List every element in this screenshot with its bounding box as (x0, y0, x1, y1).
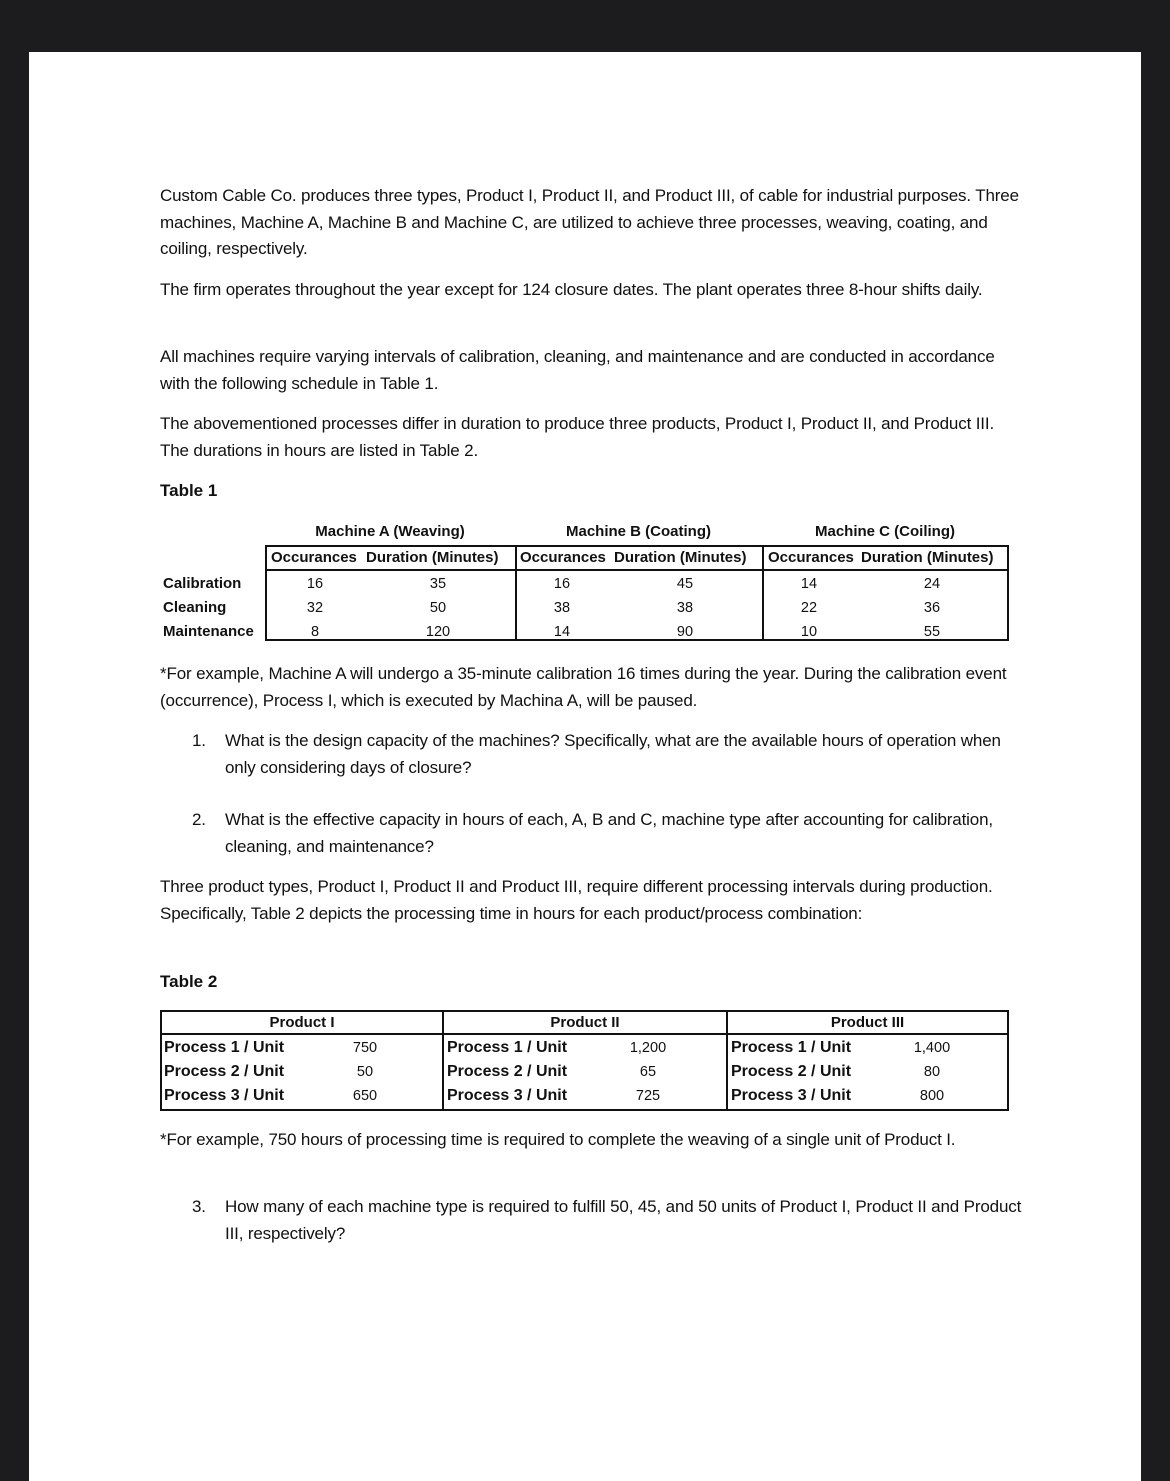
cell: 14 (800, 576, 818, 592)
col-occurances-b: Occurances (520, 549, 606, 566)
product-3-header: Product III (830, 1014, 905, 1031)
process-label: Process 1 / Unit (731, 1039, 852, 1056)
row-label-calibration: Calibration (163, 575, 242, 592)
row-label-maintenance: Maintenance (163, 623, 254, 640)
cell: 120 (425, 624, 451, 640)
cell: 8 (310, 624, 320, 640)
cell: 90 (676, 624, 694, 640)
process-label: Process 3 / Unit (164, 1087, 285, 1104)
col-duration-b: Duration (Minutes) (614, 549, 747, 566)
question-2 (192, 807, 1022, 860)
cell: 14 (553, 624, 571, 640)
cell: 38 (676, 600, 694, 616)
maintenance-paragraph: All machines require varying intervals of calibration, cleaning, and maintenance and are conducted in accordance with the following schedule in Table 1. (160, 347, 995, 393)
cell: 10 (800, 624, 818, 640)
question-number: 3. (192, 1197, 206, 1216)
process-value: 750 (352, 1040, 378, 1056)
process-label: Process 3 / Unit (447, 1087, 568, 1104)
cell: 35 (429, 576, 447, 592)
intro-paragraph: Custom Cable Co. produces three types, Product I, Product II, and Product III, of cable for industrial purposes. Three machines, Machine A, Machine B and Machine C, are utilized to achieve three processes, weaving, coating, and coiling, respectively. (160, 186, 1019, 258)
process-label: Process 2 / Unit (447, 1063, 568, 1080)
cell: 55 (923, 624, 941, 640)
process-value: 1,200 (629, 1040, 667, 1056)
table1-header-divider (265, 569, 1009, 571)
cell: 50 (429, 600, 447, 616)
cell: 16 (553, 576, 571, 592)
question-number: 2. (192, 810, 206, 829)
cell: 16 (306, 576, 324, 592)
table2-title: Table 2 (160, 972, 218, 991)
process-label: Process 2 / Unit (164, 1063, 285, 1080)
process-value: 650 (352, 1088, 378, 1104)
process-label: Process 3 / Unit (731, 1087, 852, 1104)
cell: 38 (553, 600, 571, 616)
question-3 (192, 1194, 1022, 1247)
question-text: How many of each machine type is required to fulfill 50, 45, and 50 units of Product I, Product II and Product III, respectively? (225, 1197, 1022, 1243)
process-label: Process 1 / Unit (164, 1039, 285, 1056)
process-value: 50 (356, 1064, 374, 1080)
process-value: 65 (639, 1064, 657, 1080)
process-label: Process 2 / Unit (731, 1063, 852, 1080)
operations-paragraph: The firm operates throughout the year except for 124 closure dates. The plant operates three 8-hour shifts daily. (160, 280, 983, 299)
question-1 (192, 728, 1022, 781)
question-number: 1. (192, 731, 206, 750)
product-1-header: Product I (269, 1014, 335, 1031)
col-duration-c: Duration (Minutes) (861, 549, 994, 566)
process-value: 80 (923, 1064, 941, 1080)
question-text: What is the design capacity of the machines? Specifically, what are the available hours of operation when only considering days of closure? (225, 731, 1001, 777)
col-occurances-a: Occurances (271, 549, 357, 566)
cell: 36 (923, 600, 941, 616)
col-occurances-c: Occurances (768, 549, 854, 566)
cell: 32 (306, 600, 324, 616)
product-types-paragraph: Three product types, Product I, Product II and Product III, require different processing intervals during production. Specifically, Table 2 depicts the processing time in hours for each product/process combination: (160, 877, 993, 923)
document-page (29, 52, 1141, 1481)
table1-note: *For example, Machine A will undergo a 35-minute calibration 16 times during the year. During the calibration event (occurrence), Process I, which is executed by Machina A, will be paused. (160, 664, 1007, 710)
machine-c-header: Machine C (Coiling) (815, 523, 955, 540)
process-value: 725 (635, 1088, 661, 1104)
table2-header-divider (160, 1033, 1009, 1035)
machine-b-header: Machine B (Coating) (566, 523, 711, 540)
durations-paragraph: The abovementioned processes differ in duration to produce three products, Product I, Product II, and Product III. The durations in hours are listed in Table 2. (160, 414, 995, 460)
cell: 24 (923, 576, 941, 592)
table2-note: *For example, 750 hours of processing time is required to complete the weaving of a single unit of Product I. (160, 1130, 956, 1149)
process-value: 800 (919, 1088, 945, 1104)
process-label: Process 1 / Unit (447, 1039, 568, 1056)
process-value: 1,400 (913, 1040, 951, 1056)
table1-title: Table 1 (160, 481, 218, 500)
row-label-cleaning: Cleaning (163, 599, 227, 616)
product-2-header: Product II (550, 1014, 620, 1031)
machine-a-header: Machine A (Weaving) (315, 523, 465, 540)
cell: 45 (676, 576, 694, 592)
question-text: What is the effective capacity in hours of each, A, B and C, machine type after accounting for calibration, cleaning, and maintenance? (225, 810, 993, 856)
col-duration-a: Duration (Minutes) (366, 549, 499, 566)
cell: 22 (800, 600, 818, 616)
